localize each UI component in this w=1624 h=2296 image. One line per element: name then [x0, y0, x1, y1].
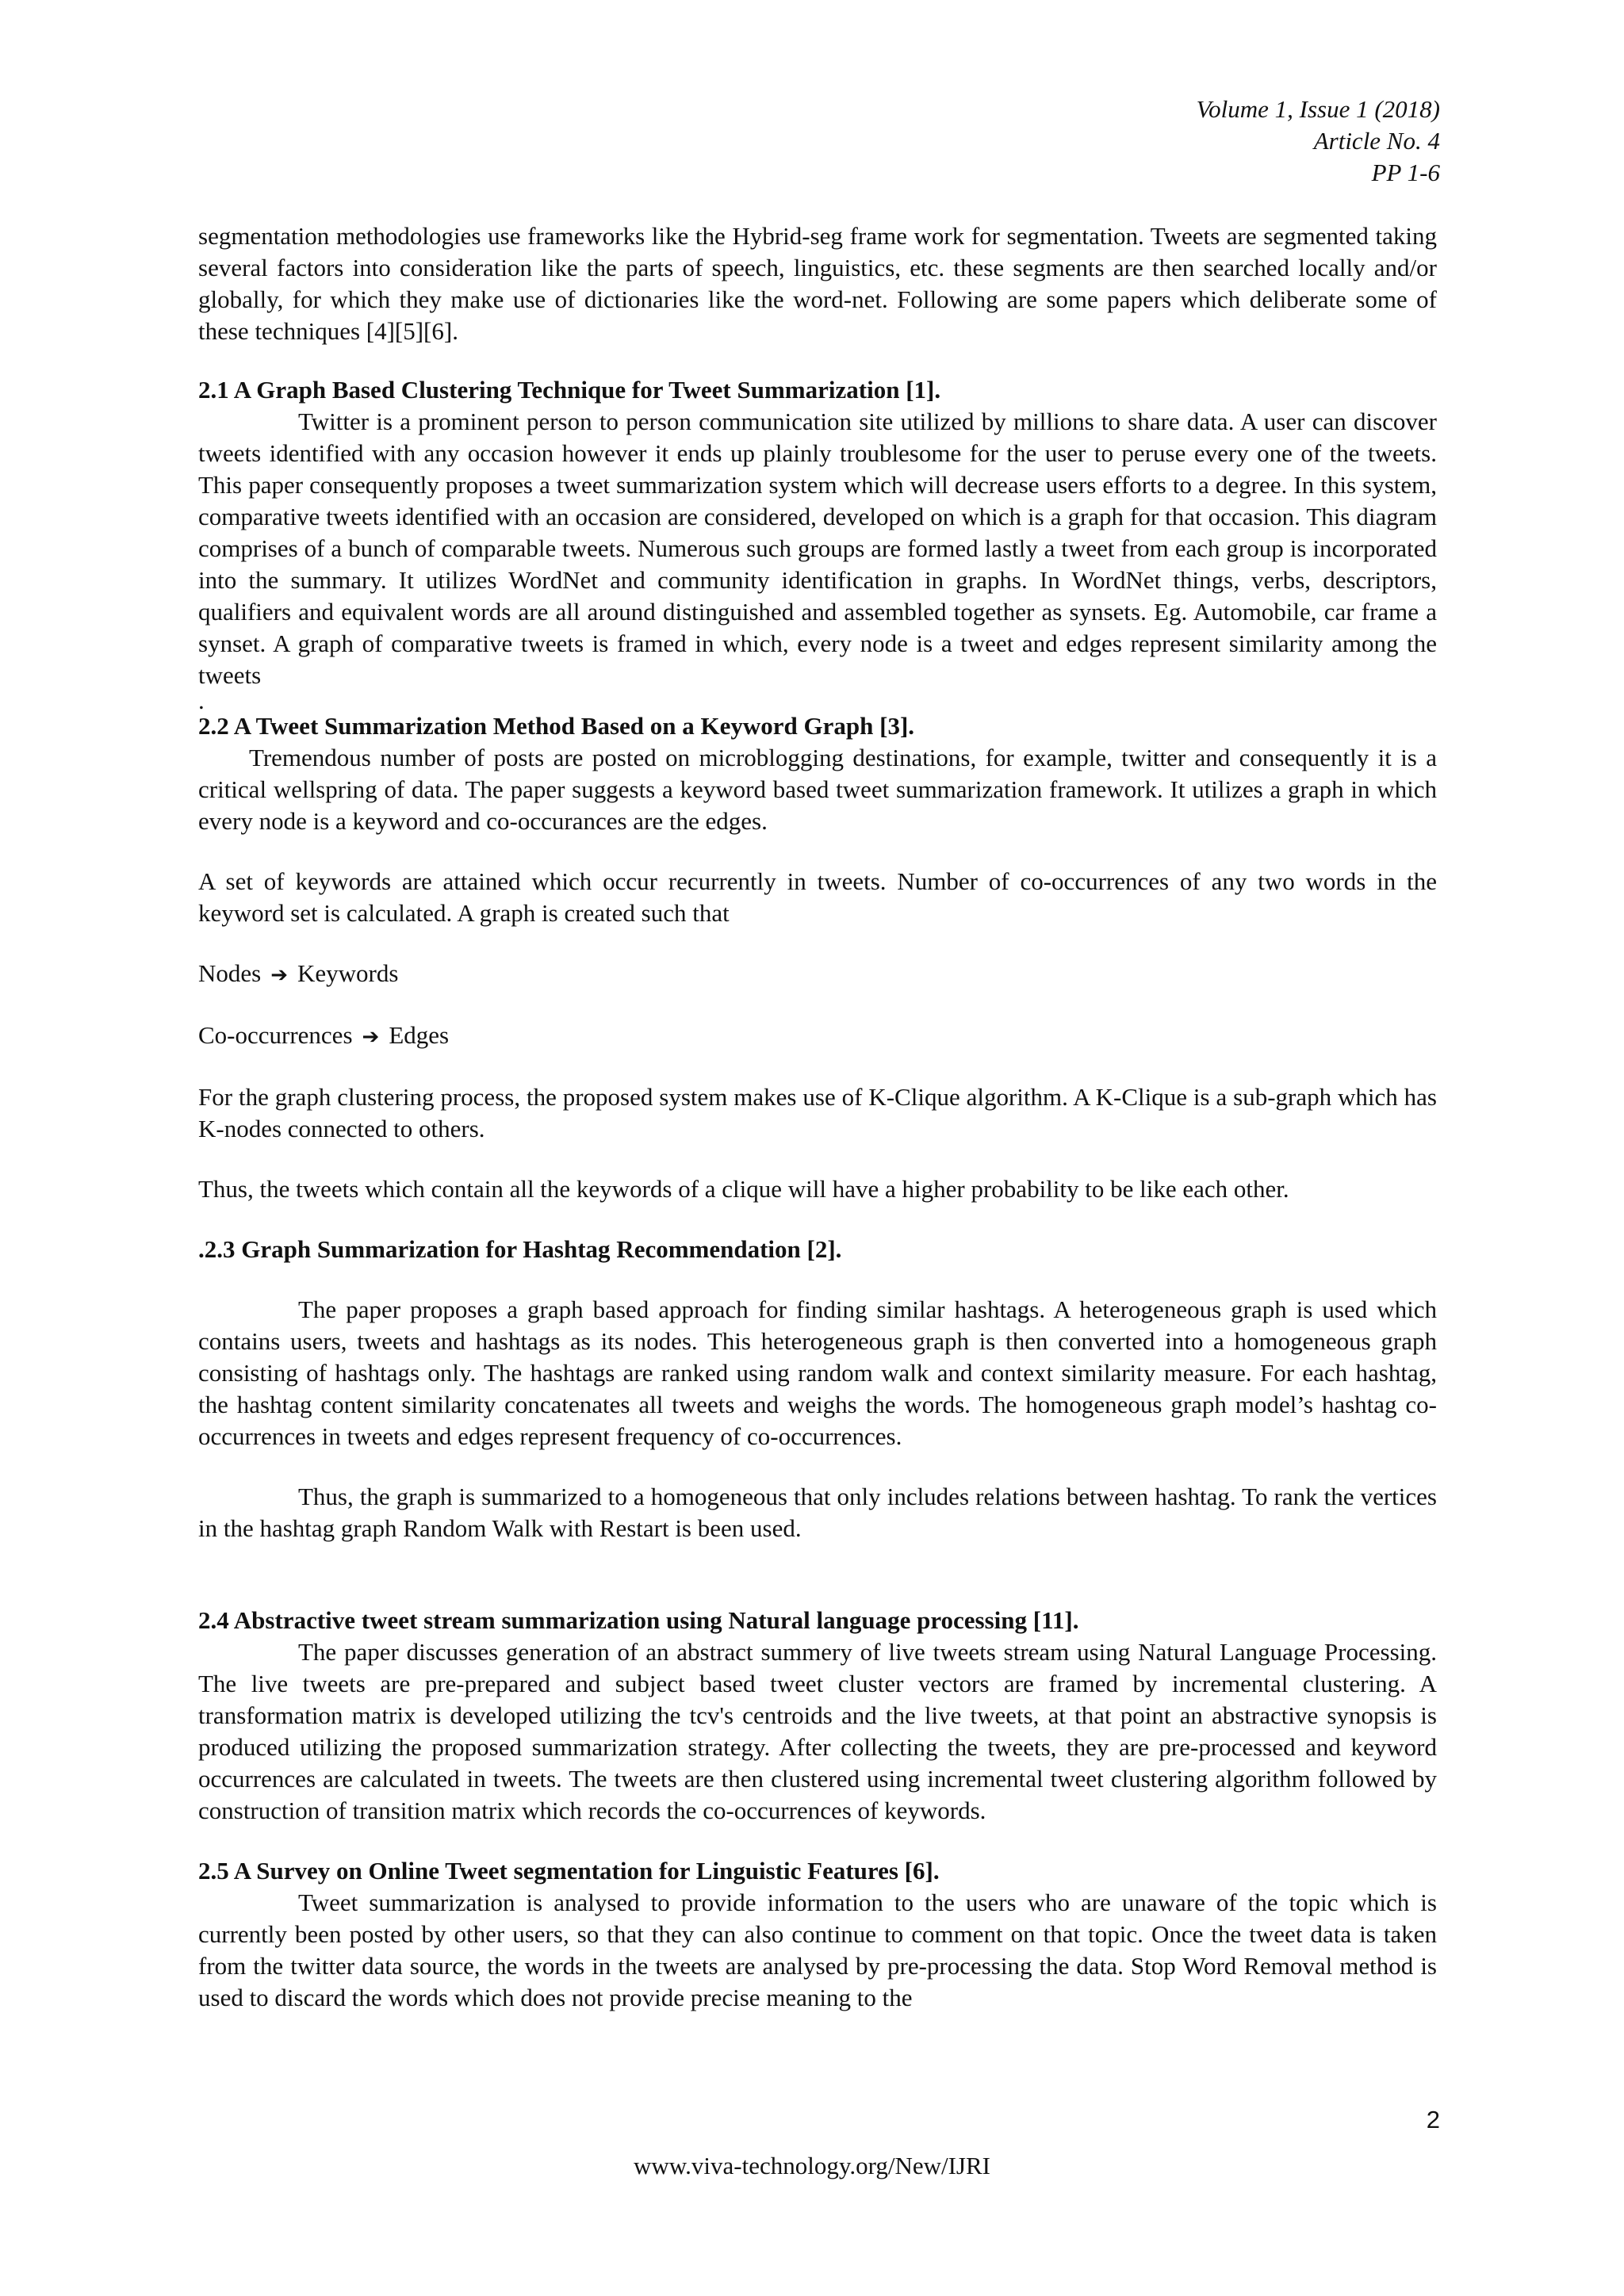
section-2-3-heading: .2.3 Graph Summarization for Hashtag Recommendation [2]. [198, 1235, 842, 1263]
section-2-5-heading: 2.5 A Survey on Online Tweet segmentation for Linguistic Features [6]. [198, 1857, 940, 1885]
journal-header [1197, 94, 1440, 189]
arrow-right-icon: ➔ [270, 963, 289, 987]
section-2-3-paragraph-1: The paper proposes a graph based approach for finding similar hashtags. A heterogeneous graph is used which contains users, tweets and hashtags as its nodes. This heterogeneous graph is then converted into a homogeneous graph consisting of hashtags only. The hashtags are ranked using random walk and context similarity measure. For each hashtag, the hashtag content similarity concatenates all tweets and weighs the words. The homogeneous graph model’s hashtag co-occurrences in tweets and edges represent frequency of co-occurrences. [198, 1295, 1437, 1450]
section-2-3-paragraph-2: Thus, the graph is summarized to a homogeneous that only includes relations between hashtag. To rank the vertices in the hashtag graph Random Walk with Restart is been used. [198, 1483, 1437, 1542]
mapping-edges-left: Co-occurrences [198, 1021, 353, 1049]
section-2-2-paragraph-1: Tremendous number of posts are posted on microblogging destinations, for example, twitter and consequently it is a critical wellspring of data. The paper suggests a keyword based tweet summarization framework. It utilizes a graph in which every node is a keyword and co-occurances are the edges. [198, 744, 1437, 835]
mapping-edges-right: Edges [389, 1021, 450, 1049]
page-number: 2 [1426, 2106, 1440, 2133]
section-2-1-paragraph: Twitter is a prominent person to person communication site utilized by millions to share data. A user can discover tweets identified with any occasion however it ends up plainly troublesome for the user to peruse every one of the tweets. This paper consequently proposes a tweet summarization system which will decrease users efforts to a degree. In this system, comparative tweets identified with an occasion are considered, developed on which is a graph for that occasion. This diagram comprises of a bunch of comparable tweets. Numerous such groups are formed lastly a tweet from each group is incorporated into the summary. It utilizes WordNet and community identification in graphs. In WordNet things, verbs, descriptors, qualifiers and equivalent words are all around distinguished and assembled together as synsets. Eg. Automobile, car frame a synset. A graph of comparative tweets is framed in which, every node is a tweet and edges represent similarity among the tweets [198, 408, 1437, 689]
stray-dot: . [198, 687, 205, 714]
section-2-2-heading: 2.2 A Tweet Summarization Method Based on a Keyword Graph [3]. [198, 712, 915, 740]
section-2-1-heading: 2.1 A Graph Based Clustering Technique for Tweet Summarization [1]. [198, 376, 941, 404]
section-2-2-paragraph-3: For the graph clustering process, the proposed system makes use of K-Clique algorithm. A K-Clique is a sub-graph which has K-nodes connected to others. [198, 1083, 1437, 1142]
mapping-nodes-left: Nodes [198, 959, 262, 987]
article-number: Article No. 4 [1313, 127, 1440, 155]
body-content [198, 220, 1437, 2014]
footer-url: www.viva-technology.org/New/IJRI [634, 2152, 990, 2179]
intro-paragraph: segmentation methodologies use frameworks like the Hybrid-seg frame work for segmentation. Tweets are segmented taking several factors into consideration like the parts of speech, linguistics, etc. these segments are then searched locally and/or globally, for which they make use of dictionaries like the word-net. Following are some papers which deliberate some of these techniques [4][5][6]. [198, 222, 1437, 345]
mapping-nodes-right: Keywords [297, 959, 399, 987]
section-2-4-heading: 2.4 Abstractive tweet stream summarization using Natural language processing [11]. [198, 1606, 1079, 1634]
section-2-4-paragraph: The paper discusses generation of an abstract summery of live tweets stream using Natural Language Processing. The live tweets are pre-prepared and subject based tweet cluster vectors are framed by incremental clustering. A transformation matrix is developed utilizing the tcv's centroids and the live tweets, at that point an abstractive synopsis is produced utilizing the proposed summarization strategy. After collecting the tweets, they are pre-processed and keyword occurrences are calculated in tweets. The tweets are then clustered using incremental tweet clustering algorithm followed by construction of transition matrix which records the co-occurrences of keywords. [198, 1638, 1437, 1824]
arrow-right-icon: ➔ [362, 1025, 380, 1049]
mapping-nodes [198, 958, 1437, 991]
mapping-edges [198, 1020, 1437, 1053]
section-2-5-paragraph: Tweet summarization is analysed to provide information to the users who are unaware of the topic which is currently been posted by other users, so that they can also continue to comment on that topic. Once the tweet data is taken from the twitter data source, the words in the tweets are analysed by pre-processing the data. Stop Word Removal method is used to discard the words which does not provide precise meaning to the [198, 1888, 1437, 2011]
volume-issue: Volume 1, Issue 1 (2018) [1196, 95, 1440, 123]
section-2-2-paragraph-2: A set of keywords are attained which occur recurrently in tweets. Number of co-occurrences of any two words in the keyword set is calculated. A graph is created such that [198, 867, 1437, 927]
page-range: PP 1-6 [1371, 159, 1440, 186]
section-2-2-paragraph-4: Thus, the tweets which contain all the keywords of a clique will have a higher probability to be like each other. [198, 1175, 1289, 1203]
